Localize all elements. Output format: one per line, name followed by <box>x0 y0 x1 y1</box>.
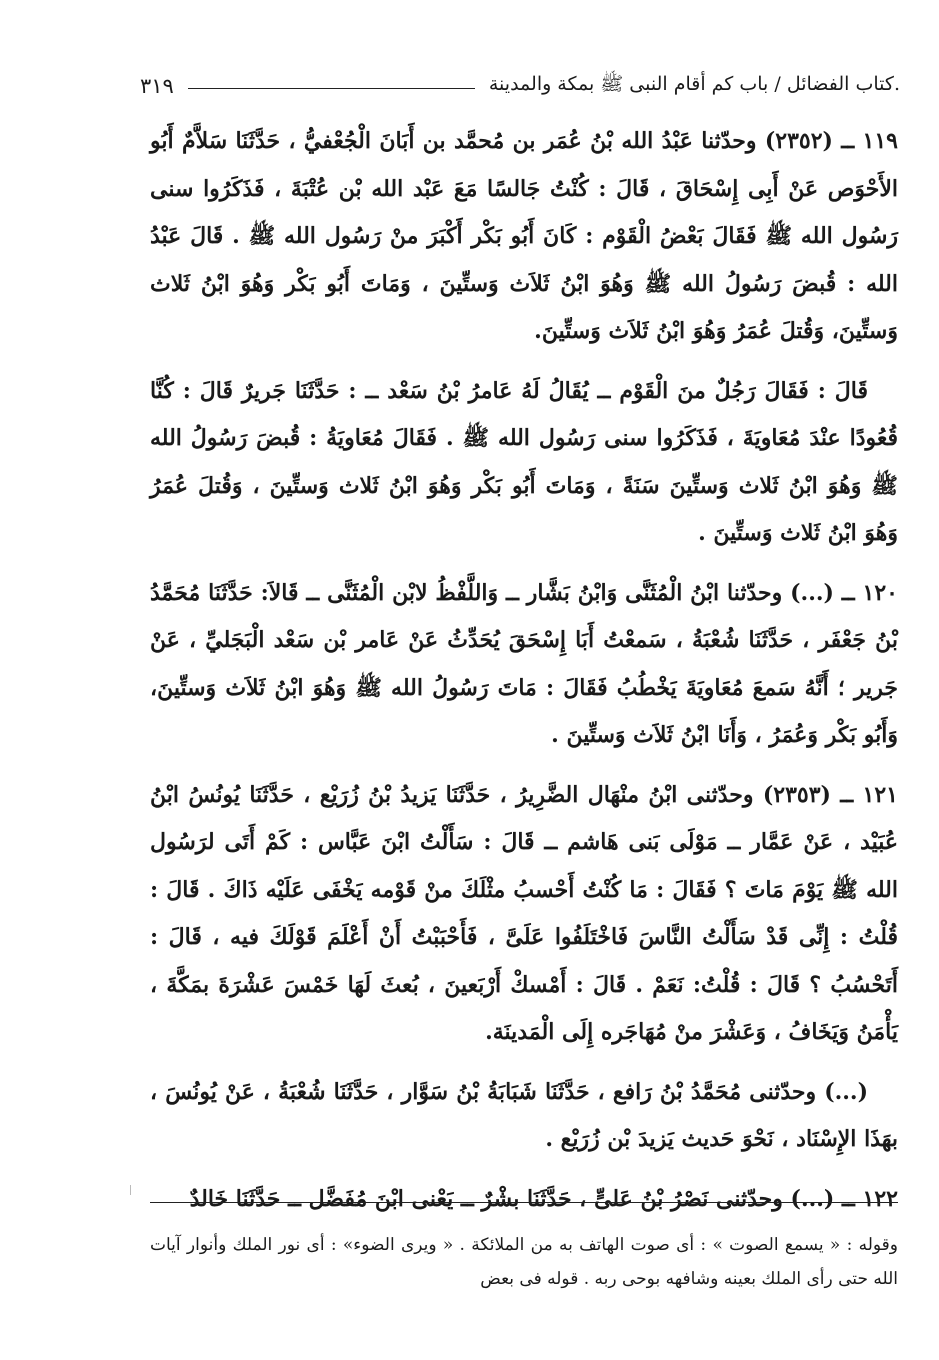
hadith-121-chain: (...) وحدّثنى مُحَمَّدُ بْنُ رَافع ، حَدَّثَنَا شَبَابَةُ بْنُ سَوَّار ، حَدَّثَنَا شُعْبَةُ ، عَنْ يُونُسَ ، بهَذَا الإِسْنَاد ، نَحْوَ حَديث يَزيدَ بْن زُرَيْع . <box>150 1078 898 1152</box>
page-number: ٣١٩ <box>140 74 174 98</box>
hadith-120: ١٢٠ ــ (...) وحدّثنا ابْنُ الْمُثَنَّى وَابْنُ بَشَّار ــ وَاللَّفْظُ لابْن الْمُثَنَّى ــ قَالاَ: حَدَّثَنَا مُحَمَّدُ بْنُ جَعْفَر ، حَدَّثَنَا شُعْبَةُ ، سَمعْتُ أَبَا إِسْحَقَ يُحَدِّثُ عَنْ عَامر بْن سَعْد الْبَجَليِّ ، عَنْ جَرير ؛ أَنَّهُ سَمعَ مُعَاويَةَ يَخْطُبُ فَقَالَ : مَاتَ رَسُولُ الله ﷺ وَهُوَ ابْنُ ثَلاَث وَستِّينَ، وَأَبُو بَكْر وَعُمَرُ ، وَأَنَا ابْنُ ثَلاَث وَستِّينَ . <box>150 579 898 748</box>
footnote <box>150 1228 898 1296</box>
margin-mark <box>130 1185 131 1195</box>
chapter-title: .كتاب الفضائل / باب كم أقام النبى ﷺ بمكة والمدينة <box>488 73 900 95</box>
footnote-text: وقوله : « يسمع الصوت » : أى صوت الهاتف به من الملائكة . « ويرى الضوء» : أى نور الملك وأنوار آيات الله حتى رأى الملك بعينه وشافهه بوحى ربه . قوله فى بعض <box>150 1235 898 1289</box>
header-rule <box>188 88 475 89</box>
main-text <box>150 118 898 1223</box>
hadith-122: ١٢٢ ــ (...) وحدّثنى نَصْرُ بْنُ عَلىٍّ ، حَدَّثَنَا بشْرٌ ــ يَعْنى ابْنَ مُفَضَّل ــ حَدَّثَنَا خَالدٌ <box>189 1185 898 1212</box>
running-header <box>140 68 900 104</box>
footnote-divider <box>150 1202 898 1203</box>
hadith-119: ١١٩ ــ (٢٣٥٢) وحدّثنا عَبْدُ الله بْنُ عُمَر بن مُحمَّد بن أَبَانَ الْجُعْفيُّ ، حَدَّثَنَا سَلاَّمٌ أَبُو الأَحْوَص عَنْ أَبِى إِسْحَاقَ ، قَالَ : كُنْتُ جَالسًا مَعَ عَبْد الله بْن عُتْبَةَ ، فَذَكَرُوا سنى رَسُول الله ﷺ فَقَالَ بَعْضُ الْقَوْم : كَانَ أَبُو بَكْر أَكْبَرَ منْ رَسُول الله ﷺ . قَالَ عَبْدُ الله : قُبضَ رَسُولُ الله ﷺ وَهُوَ ابْنُ ثَلاَث وَستِّينَ ، وَمَاتَ أَبُو بَكْر وَهُوَ ابْنُ ثَلاث وَستِّينَ، وَقُتلَ عُمَرُ وَهُوَ ابْنُ ثَلاَث وَستِّينَ. <box>150 128 898 344</box>
hadith-121: ١٢١ ــ (٢٣٥٣) وحدّثنى ابْنُ منْهَال الضَّرِيرُ ، حَدَّثَنَا يَزيدُ بْنُ زُرَيْع ، حَدَّثَنَا يُونُسُ ابْنُ عُبَيْد ، عَنْ عَمَّار ــ مَوْلَى بَنى هَاشم ــ قَالَ : سَأَلْتُ ابْنَ عَبَّاس : كَمْ أَتَى لرَسُول الله ﷺ يَوْمَ مَاتَ ؟ فَقَالَ : مَا كُنْتُ أَحْسبُ مثْلَكَ منْ قَوْمه يَخْفَى عَلَيْه ذَاكَ . قَالَ : قُلْتُ : إِنِّى قَدْ سَأَلْتُ النَّاسَ فَاخْتَلَفُوا عَلَىَّ ، فَأَحْبَبْتُ أَنْ أَعْلَمَ قَوْلَكَ فيه ، قَالَ : أَتَحْسُبُ ؟ قَالَ : قُلْتُ: نَعَمْ . قَالَ : أَمْسكْ أَرْبَعينَ ، بُعثَ لَهَا خَمْسَ عَشْرَةَ بمَكَّةَ ، يَأْمَنُ وَيَخَافُ ، وَعَشْرَ منْ مُهَاجَره إِلَى الْمَدينَة. <box>150 781 898 1045</box>
hadith-119-continuation: قَالَ : فَقَالَ رَجُلٌ منَ الْقَوْم ــ يُقَالُ لَهُ عَامرُ بْنُ سَعْد ــ : حَدَّثَنَا جَريرٌ قَالَ : كُنَّا قُعُودًا عنْدَ مُعَاويَةَ ، فَذَكَرُوا سنى رَسُول الله ﷺ . فَقَالَ مُعَاويَةُ : قُبضَ رَسُولُ الله ﷺ وَهُوَ ابْنُ ثَلاث وَستِّينَ سَنَةً ، وَمَاتَ أَبُو بَكْر وَهُوَ ابْنُ ثَلاث وَستِّينَ ، وَقُتلَ عُمَرُ وَهُوَ ابْنُ ثَلاث وَستِّينَ . <box>150 377 898 546</box>
